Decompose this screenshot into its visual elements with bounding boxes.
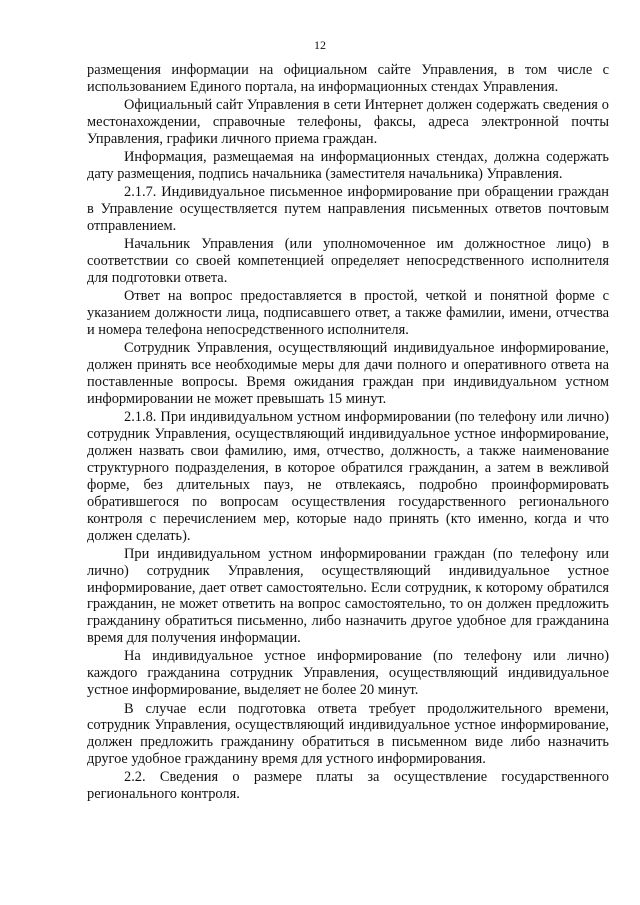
page-number: 12 bbox=[314, 38, 326, 52]
paragraph-answer-form: Ответ на вопрос предоставляется в простой, четкой и понятной форме с указанием должности лица, подписавшего ответ, а также фамилии, имени, отчества и номера телефона непосредственного исполнителя. bbox=[87, 288, 609, 339]
paragraph-official-site: Официальный сайт Управления в сети Интернет должен содержать сведения о местонахождении, справочные телефоны, факсы, адреса электронной почты Управления, графики личного приема граждан. bbox=[87, 97, 609, 147]
document-body bbox=[87, 62, 609, 805]
paragraph-oral-answer: При индивидуальном устном информировании граждан (по телефону или лично) сотрудник Управления, осуществляющий индивидуальное устное информирование, дает ответ самостоятельно. Если сотрудник, к которому обратился гражданин, не может ответить на вопрос самостоятельно, то он должен предложить гражданину обратиться письменно, либо назначить другое удобное для гражданина время для получения информации. bbox=[87, 545, 609, 647]
paragraph-2-1-8: 2.1.8. При индивидуальном устном информировании (по телефону или лично) сотрудник Управления, осуществляющий индивидуальное устное информирование, должен назвать свои фамилию, имя, отчество, должность, а также наименование структурного подразделения, в которое обратился гражданин, а затем в вежливой форме, без длительных пауз, не отвлекаясь, подробно проинформировать обратившегося по вопросам осуществления государственного регионального контроля с перечислением мер, которые надо принять (кто именно, когда и что должен сделать). bbox=[87, 409, 609, 544]
paragraph-info-stands: Информация, размещаемая на информационных стендах, должна содержать дату размещения, подпись начальника (заместителя начальника) Управления. bbox=[87, 149, 609, 183]
paragraph-long-preparation: В случае если подготовка ответа требует продолжительного времени, сотрудник Управления, осуществляющий индивидуальное устное информирование, должен предложить гражданину обратиться в письменном виде либо назначить другое удобное гражданину время для устного информирования. bbox=[87, 700, 609, 768]
paragraph-info-placement: размещения информации на официальном сайте Управления, в том числе с использованием Единого портала, на информационных стендах Управления. bbox=[87, 62, 609, 95]
paragraph-2-1-7: 2.1.7. Индивидуальное письменное информирование при обращении граждан в Управление осуществляется путем направления письменных ответов почтовым отправлением. bbox=[87, 184, 609, 235]
paragraph-employee-measures: Сотрудник Управления, осуществляющий индивидуальное информирование, должен принять все необходимые меры для дачи полного и оперативного ответа на поставленные вопросы. Время ожидания граждан при индивидуальном устном информировании не может превышать 15 минут. bbox=[87, 340, 609, 407]
paragraph-time-limit: На индивидуальное устное информирование (по телефону или лично) каждого гражданина сотрудник Управления, осуществляющий индивидуальное устное информирование, выделяет не более 20 минут. bbox=[87, 648, 609, 699]
paragraph-head-of-department: Начальник Управления (или уполномоченное им должностное лицо) в соответствии со своей компетенцией определяет непосредственного исполнителя для подготовки ответа. bbox=[87, 236, 609, 287]
paragraph-2-2: 2.2. Сведения о размере платы за осуществление государственного регионального контроля. bbox=[87, 769, 609, 803]
